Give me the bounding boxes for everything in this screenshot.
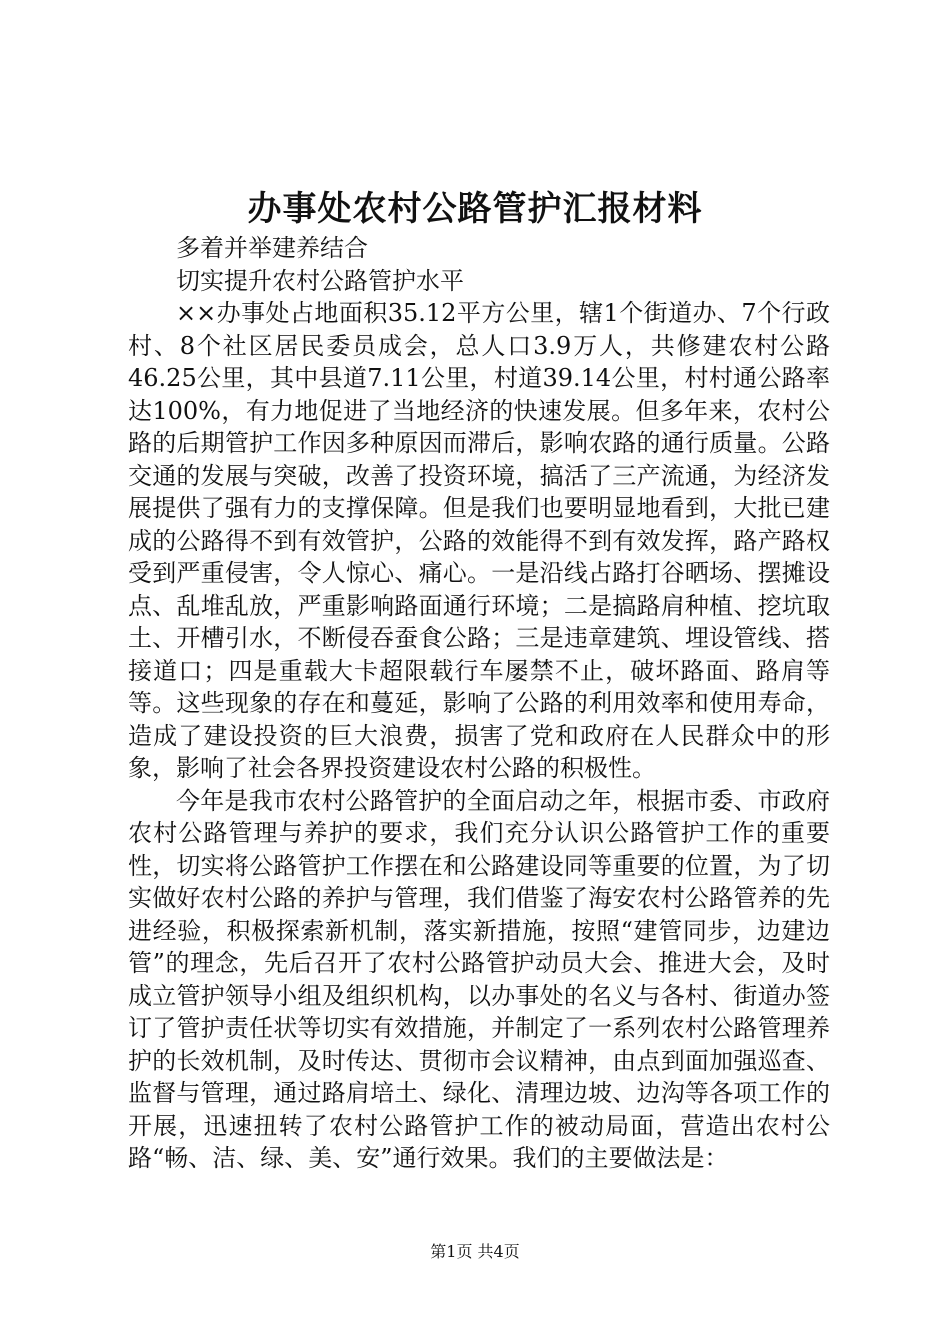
subtitle-line-2: 切实提升农村公路管护水平 — [176, 266, 464, 295]
document-body — [128, 232, 830, 1175]
body-paragraph-2: 今年是我市农村公路管护的全面启动之年，根据市委、市政府农村公路管理与养护的要求，我们充分认识公路管护工作的重要性，切实将公路管护工作摆在和公路建设同等重要的位置，为了切实做好农村公路的养护与管理，我们借鉴了海安农村公路管养的先进经验，积极探索新机制，落实新措施，按照“建管同步，边建边管”的理念，先后召开了农村公路管护动员大会、推进大会，及时成立管护领导小组及组织机构，以办事处的名义与各村、街道办签订了管护责任状等切实有效措施，并制定了一系列农村公路管理养护的长效机制，及时传达、贯彻市会议精神，由点到面加强巡查、监督与管理，通过路肩培土、绿化、清理边坡、边沟等各项工作的开展，迅速扭转了农村公路管护工作的被动局面，营造出农村公路“畅、洁、绿、美、安”通行效果。我们的主要做法是： — [128, 786, 830, 1172]
body-paragraph-1: ××办事处占地面积35.12平方公里，辖1个街道办、7个行政村、8个社区居民委员成会，总人口3.9万人，共修建农村公路46.25公里，其中县道7.11公里，村道39.14公里，村村通公路率达100%，有力地促进了当地经济的快速发展。但多年来，农村公路的后期管护工作因多种原因而滞后，影响农路的通行质量。公路交通的发展与突破，改善了投资环境，搞活了三产流通，为经济发展提供了强有力的支撑保障。但是我们也要明显地看到，大批已建成的公路得不到有效管护，公路的效能得不到有效发挥，路产路权受到严重侵害，令人惊心、痛心。一是沿线占路打谷晒场、摆摊设点、乱堆乱放，严重影响路面通行环境；二是搞路肩种植、挖坑取土、开槽引水，不断侵吞蚕食公路；三是违章建筑、埋设管线、搭接道口；四是重载大卡超限载行车屡禁不止，破坏路面、路肩等等。这些现象的存在和蔓延，影响了公路的利用效率和使用寿命，造成了建设投资的巨大浪费，损害了党和政府在人民群众中的形象，影响了社会各界投资建设农村公路的积极性。 — [128, 299, 830, 782]
page-number-footer: 第1页 共4页 — [430, 1242, 520, 1261]
document-title: 办事处农村公路管护汇报材料 — [247, 189, 703, 229]
subtitle-line-1: 多着并举建养结合 — [176, 234, 368, 262]
